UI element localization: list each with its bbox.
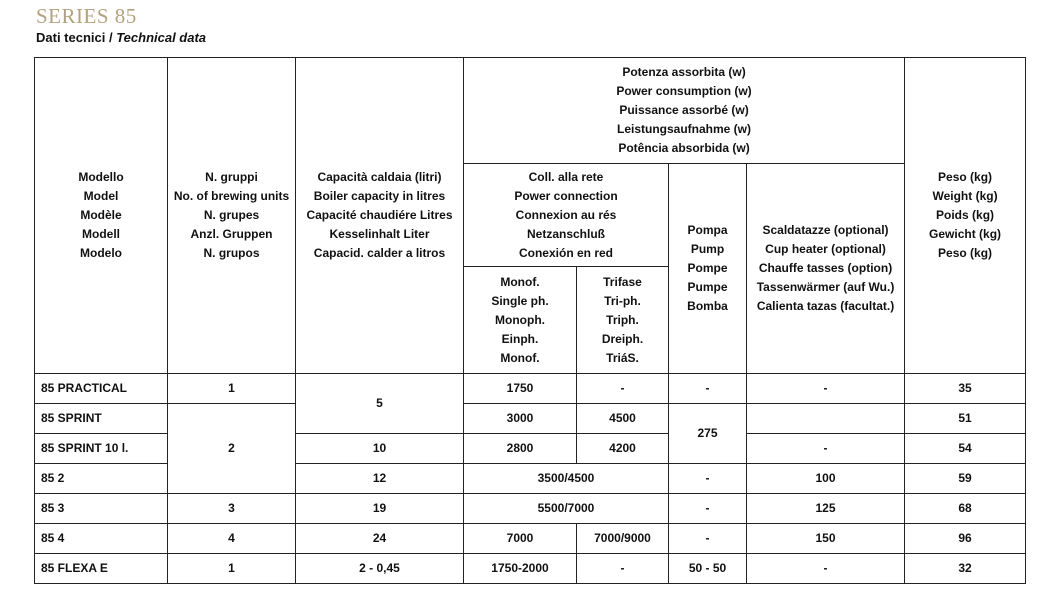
cell-boiler: 24 xyxy=(296,524,464,554)
header-cup-heater: Scaldatazze (optional) Cup heater (optional) Chauffe tasses (option) Tassenwärmer (auf Wu.) Calienta tazas (facultat.) xyxy=(747,164,905,374)
cell-three-phase: 4200 xyxy=(577,434,669,464)
cell-weight: 54 xyxy=(905,434,1026,464)
cell-cup-heater: 100 xyxy=(747,464,905,494)
cell-three-phase: 7000/9000 xyxy=(577,524,669,554)
cell-weight: 68 xyxy=(905,494,1026,524)
cell-pump: 275 xyxy=(669,404,747,464)
subtitle-separator: / xyxy=(105,30,117,45)
subtitle-italian: Dati tecnici xyxy=(36,30,106,45)
cell-model: 85 FLEXA E xyxy=(35,554,168,584)
cell-pump: - xyxy=(669,524,747,554)
table-row xyxy=(35,554,1026,584)
cell-pump: - xyxy=(669,494,747,524)
header-connection: Coll. alla rete Power connection Connexion au rés Netzanschluß Conexión en red xyxy=(464,164,669,267)
cell-pump: - xyxy=(669,464,747,494)
cell-cup-heater: 150 xyxy=(747,524,905,554)
cell-weight: 51 xyxy=(905,404,1026,434)
cell-single-phase: 1750-2000 xyxy=(464,554,577,584)
cell-cup-heater: - xyxy=(747,374,905,404)
cell-connection: 5500/7000 xyxy=(464,494,669,524)
cell-single-phase: 1750 xyxy=(464,374,577,404)
subtitle-english: Technical data xyxy=(116,30,207,45)
cell-model: 85 SPRINT xyxy=(35,404,168,434)
cell-boiler: 10 xyxy=(296,434,464,464)
cell-cup-heater: 125 xyxy=(747,494,905,524)
cell-model: 85 PRACTICAL xyxy=(35,374,168,404)
cell-weight: 32 xyxy=(905,554,1026,584)
cell-model: 85 2 xyxy=(35,464,168,494)
header-three-phase: Trifase Tri-ph. Triph. Dreiph. TriáS. xyxy=(577,267,669,374)
technical-data-table xyxy=(34,57,1026,584)
cell-model: 85 SPRINT 10 l. xyxy=(35,434,168,464)
cell-weight: 35 xyxy=(905,374,1026,404)
cell-boiler: 2 - 0,45 xyxy=(296,554,464,584)
cell-boiler: 19 xyxy=(296,494,464,524)
cell-single-phase: 2800 xyxy=(464,434,577,464)
cell-pump: 50 - 50 xyxy=(669,554,747,584)
cell-groups: 4 xyxy=(168,524,296,554)
cell-weight: 96 xyxy=(905,524,1026,554)
header-groups: N. gruppi No. of brewing units N. grupes Anzl. Gruppen N. grupos xyxy=(168,58,296,374)
cell-three-phase: 4500 xyxy=(577,404,669,434)
table-row xyxy=(35,494,1026,524)
table-row xyxy=(35,524,1026,554)
header-model: Modello Model Modèle Modell Modelo xyxy=(35,58,168,374)
cell-groups: 1 xyxy=(168,554,296,584)
header-pump: Pompa Pump Pompe Pumpe Bomba xyxy=(669,164,747,374)
cell-three-phase: - xyxy=(577,554,669,584)
cell-boiler: 5 xyxy=(296,374,464,434)
cell-groups: 2 xyxy=(168,404,296,494)
cell-cup-heater xyxy=(747,404,905,434)
cell-three-phase: - xyxy=(577,374,669,404)
series-title: SERIES 85 xyxy=(36,4,137,28)
cell-weight: 59 xyxy=(905,464,1026,494)
table-row xyxy=(35,374,1026,404)
cell-single-phase: 3000 xyxy=(464,404,577,434)
table-row xyxy=(35,404,1026,434)
cell-model: 85 3 xyxy=(35,494,168,524)
cell-cup-heater: - xyxy=(747,554,905,584)
cell-groups: 3 xyxy=(168,494,296,524)
header-power: Potenza assorbita (w) Power consumption (w) Puissance assorbé (w) Leistungsaufnahme (w) Potência absorbida (w) xyxy=(464,58,905,164)
cell-pump: - xyxy=(669,374,747,404)
subtitle xyxy=(36,30,206,45)
header-boiler: Capacità caldaia (litri) Boiler capacity in litres Capacité chaudiére Litres Kesselinhalt Liter Capacid. calder a litros xyxy=(296,58,464,374)
cell-model: 85 4 xyxy=(35,524,168,554)
cell-boiler: 12 xyxy=(296,464,464,494)
cell-groups: 1 xyxy=(168,374,296,404)
header-weight: Peso (kg) Weight (kg) Poids (kg) Gewicht (kg) Peso (kg) xyxy=(905,58,1026,374)
cell-single-phase: 7000 xyxy=(464,524,577,554)
cell-cup-heater: - xyxy=(747,434,905,464)
cell-connection: 3500/4500 xyxy=(464,464,669,494)
header-single-phase: Monof. Single ph. Monoph. Einph. Monof. xyxy=(464,267,577,374)
